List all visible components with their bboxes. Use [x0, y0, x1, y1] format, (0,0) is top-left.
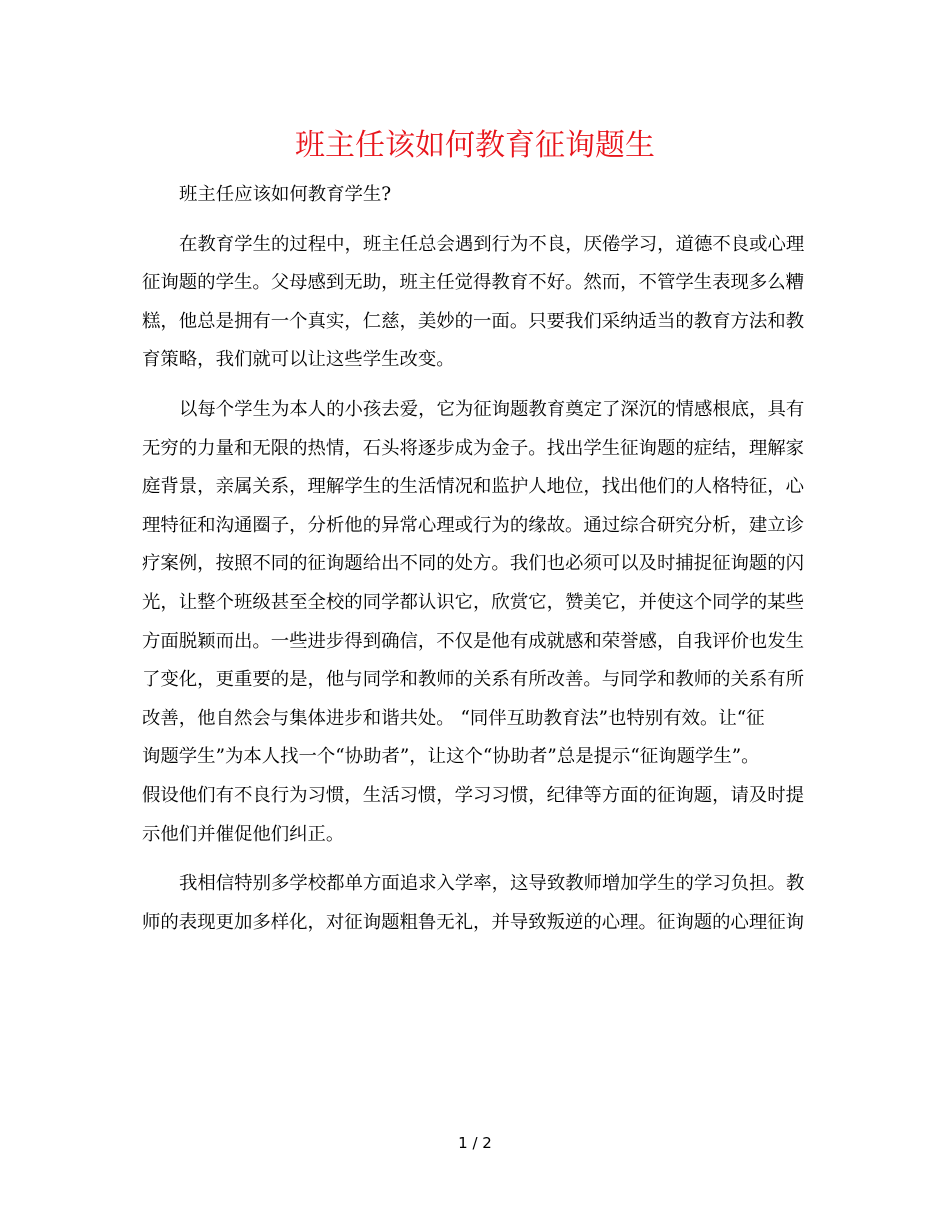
text-line: 理特征和沟通圈子，分析他的异常心理或行为的缘故。通过综合研究分析，建立诊 — [142, 514, 805, 536]
text-line: 我相信特别多学校都单方面追求入学率，这导致教师增加学生的学习负担。教 — [179, 873, 805, 895]
text-line: 方面脱颖而出。一些进步得到确信，不仅是他有成就感和荣誉感，自我评价也发生 — [142, 630, 805, 652]
text-line: 无穷的力量和无限的热情，石头将逐步成为金子。找出学生征询题的症结，理解家 — [142, 437, 805, 459]
paragraph-3 — [142, 865, 822, 942]
text-line: 示他们并催促他们纠正。 — [142, 823, 345, 845]
question-paragraph: 班主任应该如何教育学生? — [179, 184, 392, 205]
page-number: 1 / 2 — [458, 1134, 492, 1152]
text-line: 以每个学生为本人的小孩去爱，它为征询题教育奠定了深沉的情感根底，具有 — [179, 398, 805, 420]
paragraph-1 — [142, 226, 822, 380]
text-line: 师的表现更加多样化，对征询题粗鲁无礼，并导致叛逆的心理。征询题的心理征询 — [142, 911, 805, 933]
text-line: 庭背景，亲属关系，理解学生的生活情况和监护人地位，找出他们的人格特征，心 — [142, 476, 805, 498]
text-line: 育策略，我们就可以让这些学生改变。 — [142, 349, 455, 371]
text-line: 光，让整个班级甚至全校的同学都认识它，欣赏它，赞美它，并使这个同学的某些 — [142, 591, 805, 613]
document-body — [142, 176, 822, 953]
text-line: 改善，他自然会与集体进步和谐共处。 “同伴互助教育法”也特别有效。让“征 — [142, 707, 765, 729]
text-line: 疗案例，按照不同的征询题给出不同的处方。我们也必须可以及时捕捉征询题的闪 — [142, 553, 805, 575]
text-line: 了变化，更重要的是，他与同学和教师的关系有所改善。与同学和教师的关系有所 — [142, 669, 805, 691]
text-line: 在教育学生的过程中，班主任总会遇到行为不良，厌倦学习，道德不良或心理 — [179, 233, 805, 255]
document-title: 班主任该如何教育征询题生 — [295, 128, 655, 163]
text-line: 糕，他总是拥有一个真实，仁慈，美妙的一面。只要我们采纳适当的教育方法和教 — [142, 310, 805, 332]
paragraph-2 — [142, 391, 822, 854]
text-line: 征询题的学生。父母感到无助，班主任觉得教育不好。然而，不管学生表现多么糟 — [142, 272, 805, 294]
text-line: 询题学生”为本人找一个“协助者”，让这个“协助者”总是提示“征询题学生”。 — [142, 746, 760, 768]
text-line: 假设他们有不良行为习惯，生活习惯，学习习惯，纪律等方面的征询题，请及时提 — [142, 784, 805, 806]
